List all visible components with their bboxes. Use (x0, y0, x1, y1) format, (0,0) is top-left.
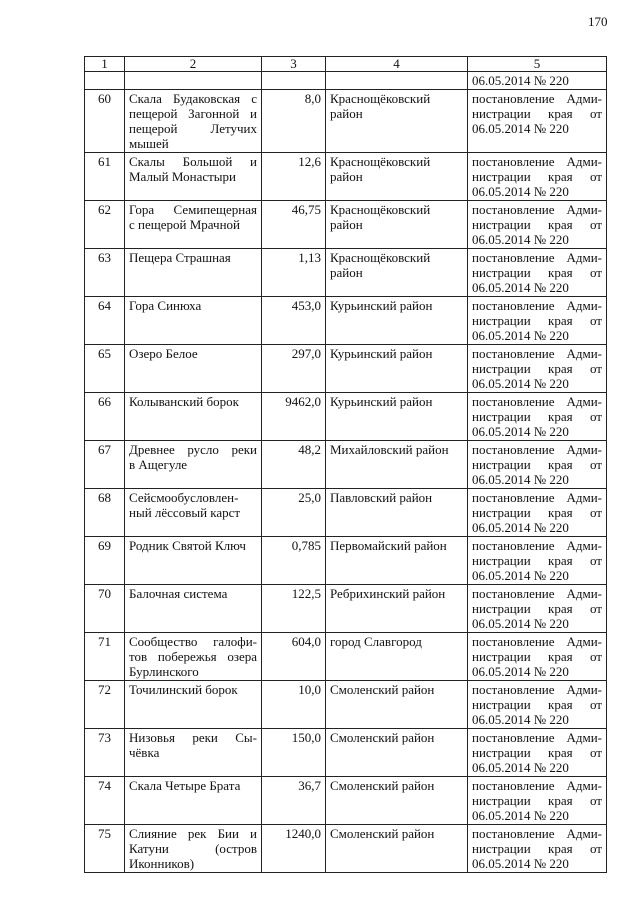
document-reference-line: постановление Адми- (472, 826, 602, 841)
document-reference-line: постановление Адми- (472, 298, 602, 313)
document-reference (468, 441, 607, 489)
document-reference-line: 06.05.2014 № 220 (472, 712, 569, 727)
district (326, 441, 468, 489)
row-number: 74 (85, 777, 125, 825)
table-row (85, 585, 607, 633)
district-line: Михайловский район (330, 442, 449, 457)
document-reference (468, 90, 607, 153)
district (326, 777, 468, 825)
document-reference-line: постановление Адми- (472, 202, 602, 217)
table-row (85, 825, 607, 873)
document-reference-line: 06.05.2014 № 220 (472, 121, 569, 136)
document-reference-line: нистрации края от (472, 553, 602, 568)
table-row (85, 489, 607, 537)
row-number: 66 (85, 393, 125, 441)
column-header: 3 (262, 57, 326, 72)
document-reference-line: 06.05.2014 № 220 (472, 520, 569, 535)
column-header: 1 (85, 57, 125, 72)
document-reference-line: постановление Адми- (472, 538, 602, 553)
district (326, 825, 468, 873)
object-name-line: Скала Будаковская с (129, 91, 257, 106)
district-line: Первомайский район (330, 538, 447, 553)
document-reference-line: нистрации края от (472, 217, 602, 232)
object-name (125, 90, 262, 153)
district-line: Ребрихинский район (330, 586, 446, 601)
table-row (85, 297, 607, 345)
area-value: 1,13 (262, 249, 326, 297)
document-reference-line: нистрации края от (472, 649, 602, 664)
document-reference (468, 489, 607, 537)
continuation-row (85, 72, 607, 90)
document-reference-line: постановление Адми- (472, 442, 602, 457)
district-line: Смоленский район (330, 730, 435, 745)
document-reference-line: 06.05.2014 № 220 (472, 328, 569, 343)
district-line: Краснощёковский (330, 202, 431, 217)
district (326, 345, 468, 393)
table-row (85, 681, 607, 729)
document-reference-line: постановление Адми- (472, 634, 602, 649)
object-name (125, 825, 262, 873)
table-row (85, 201, 607, 249)
table-row (85, 393, 607, 441)
document-reference (468, 681, 607, 729)
document-reference-line: постановление Адми- (472, 490, 602, 505)
object-name-line: Балочная система (129, 586, 228, 601)
object-name-line: Катуни (остров (129, 841, 257, 856)
object-name-line: тов побережья озера (129, 649, 257, 664)
column-header-row (85, 57, 607, 72)
document-reference-line: нистрации края от (472, 745, 602, 760)
object-name-line: Гора Семипещерная (129, 202, 257, 217)
document-reference-line: нистрации края от (472, 793, 602, 808)
row-number: 62 (85, 201, 125, 249)
district (326, 90, 468, 153)
document-reference-line: постановление Адми- (472, 250, 602, 265)
object-name-line: Колыванский борок (129, 394, 239, 409)
object-name (125, 633, 262, 681)
row-number: 71 (85, 633, 125, 681)
object-name-line: Сейсмообусловлен- (129, 490, 239, 505)
object-name (125, 537, 262, 585)
table-row (85, 153, 607, 201)
area-value: 297,0 (262, 345, 326, 393)
object-name (125, 681, 262, 729)
table-row (85, 633, 607, 681)
object-name-line: Гора Синюха (129, 298, 202, 313)
document-reference-line: постановление Адми- (472, 586, 602, 601)
document-reference (468, 393, 607, 441)
object-name-line: в Ащегуле (129, 457, 188, 472)
document-reference (468, 585, 607, 633)
district-line: Краснощёковский (330, 154, 431, 169)
document-reference (468, 825, 607, 873)
row-number: 70 (85, 585, 125, 633)
document-reference-line: постановление Адми- (472, 778, 602, 793)
object-name (125, 345, 262, 393)
row-number: 61 (85, 153, 125, 201)
district-line: район (330, 265, 363, 280)
area-value: 8,0 (262, 90, 326, 153)
object-name (125, 777, 262, 825)
object-name-line: Скала Четыре Брата (129, 778, 241, 793)
document-reference-line: 06.05.2014 № 220 (472, 424, 569, 439)
row-number: 67 (85, 441, 125, 489)
area-value: 150,0 (262, 729, 326, 777)
object-name (125, 489, 262, 537)
object-name-line: Сообщество галофи- (129, 634, 257, 649)
area-value: 604,0 (262, 633, 326, 681)
document-reference-line: постановление Адми- (472, 346, 602, 361)
district-line: город Славгород (330, 634, 422, 649)
document-reference-line: 06.05.2014 № 220 (472, 568, 569, 583)
district-line: Курьинский район (330, 346, 433, 361)
document-reference (468, 345, 607, 393)
object-name-line: пещерой Загонной и (129, 106, 257, 121)
table-row (85, 729, 607, 777)
district (326, 153, 468, 201)
document-reference (468, 633, 607, 681)
area-value: 0,785 (262, 537, 326, 585)
table-row (85, 537, 607, 585)
district-line: Павловский район (330, 490, 433, 505)
object-name-line: с пещерой Мрачной (129, 217, 240, 232)
district-line: Курьинский район (330, 298, 433, 313)
object-name-line: Малый Монастыри (129, 169, 236, 184)
column-header: 4 (326, 57, 468, 72)
row-number: 73 (85, 729, 125, 777)
document-reference-line: нистрации края от (472, 457, 602, 472)
row-number: 69 (85, 537, 125, 585)
district (326, 489, 468, 537)
document-reference-line: постановление Адми- (472, 154, 602, 169)
register-table (84, 56, 607, 873)
row-number: 65 (85, 345, 125, 393)
document-reference-line: нистрации края от (472, 697, 602, 712)
district-line: Смоленский район (330, 778, 435, 793)
column-header: 2 (125, 57, 262, 72)
document-reference-line: нистрации края от (472, 841, 602, 856)
district (326, 201, 468, 249)
document-reference-line: 06.05.2014 № 220 (472, 232, 569, 247)
document-reference-line: нистрации края от (472, 313, 602, 328)
document-reference (468, 297, 607, 345)
object-name-line: Скалы Большой и (129, 154, 257, 169)
document-reference-line: нистрации края от (472, 169, 602, 184)
document-reference-line: постановление Адми- (472, 682, 602, 697)
area-value: 122,5 (262, 585, 326, 633)
document-reference-line: постановление Адми- (472, 91, 602, 106)
document-reference-line: постановление Адми- (472, 394, 602, 409)
district-line: Смоленский район (330, 826, 435, 841)
district-line: район (330, 169, 363, 184)
table-row (85, 90, 607, 153)
district (326, 729, 468, 777)
district-line: район (330, 217, 363, 232)
document-reference-line: нистрации края от (472, 265, 602, 280)
district-line: Краснощёковский (330, 250, 431, 265)
document-reference-line: 06.05.2014 № 220 (472, 664, 569, 679)
area-value: 10,0 (262, 681, 326, 729)
object-name (125, 585, 262, 633)
district-line: Краснощёковский (330, 91, 431, 106)
object-name-line: ный лёссовый карст (129, 505, 241, 520)
object-name (125, 729, 262, 777)
district-line: Курьинский район (330, 394, 433, 409)
object-name-line: Пещера Страшная (129, 250, 231, 265)
area-value: 9462,0 (262, 393, 326, 441)
object-name-line: Родник Святой Ключ (129, 538, 246, 553)
document-reference-line: нистрации края от (472, 106, 602, 121)
document-reference-line: постановление Адми- (472, 730, 602, 745)
object-name-line: Слияние рек Бии и (129, 826, 257, 841)
district (326, 537, 468, 585)
object-name (125, 201, 262, 249)
area-value: 46,75 (262, 201, 326, 249)
row-number: 60 (85, 90, 125, 153)
object-name-line: Озеро Белое (129, 346, 198, 361)
document-reference-line: нистрации края от (472, 409, 602, 424)
object-name (125, 393, 262, 441)
document-reference (468, 201, 607, 249)
document-reference-line: нистрации края от (472, 601, 602, 616)
object-name-line: Древнее русло реки (129, 442, 257, 457)
table-row (85, 345, 607, 393)
document-reference: 06.05.2014 № 220 (468, 72, 607, 90)
area-value: 36,7 (262, 777, 326, 825)
area-value: 1240,0 (262, 825, 326, 873)
table-row (85, 777, 607, 825)
object-name (125, 153, 262, 201)
document-reference (468, 729, 607, 777)
row-number: 75 (85, 825, 125, 873)
document-reference-line: 06.05.2014 № 220 (472, 472, 569, 487)
district (326, 249, 468, 297)
document-reference (468, 777, 607, 825)
row-number: 63 (85, 249, 125, 297)
document-reference-line: 06.05.2014 № 220 (472, 376, 569, 391)
object-name (125, 441, 262, 489)
area-value: 25,0 (262, 489, 326, 537)
table-row (85, 441, 607, 489)
document-reference-line: 06.05.2014 № 220 (472, 184, 569, 199)
document-reference-line: 06.05.2014 № 220 (472, 808, 569, 823)
column-header: 5 (468, 57, 607, 72)
document-reference-line: нистрации края от (472, 505, 602, 520)
table-row (85, 249, 607, 297)
document-reference-line: нистрации края от (472, 361, 602, 376)
district (326, 297, 468, 345)
district-line: район (330, 106, 363, 121)
area-value: 12,6 (262, 153, 326, 201)
district (326, 681, 468, 729)
row-number: 64 (85, 297, 125, 345)
document-reference-line: 06.05.2014 № 220 (472, 280, 569, 295)
object-name-line: Бурлинского (129, 664, 199, 679)
object-name-line: Низовья реки Сы- (129, 730, 257, 745)
document-reference-line: 06.05.2014 № 220 (472, 760, 569, 775)
document-reference (468, 537, 607, 585)
row-number: 72 (85, 681, 125, 729)
district-line: Смоленский район (330, 682, 435, 697)
object-name-line: мышей (129, 136, 169, 151)
district (326, 633, 468, 681)
object-name-line: Точилинский борок (129, 682, 238, 697)
object-name-line: пещерой Летучих (129, 121, 257, 136)
object-name (125, 249, 262, 297)
area-value: 453,0 (262, 297, 326, 345)
document-reference-line: 06.05.2014 № 220 (472, 616, 569, 631)
district (326, 393, 468, 441)
district (326, 585, 468, 633)
object-name-line: Иконников) (129, 856, 195, 871)
document-reference (468, 153, 607, 201)
area-value: 48,2 (262, 441, 326, 489)
object-name (125, 297, 262, 345)
document-reference (468, 249, 607, 297)
page-number: 170 (588, 14, 608, 29)
object-name-line: чёвка (129, 745, 160, 760)
document-reference-line: 06.05.2014 № 220 (472, 856, 569, 871)
row-number: 68 (85, 489, 125, 537)
